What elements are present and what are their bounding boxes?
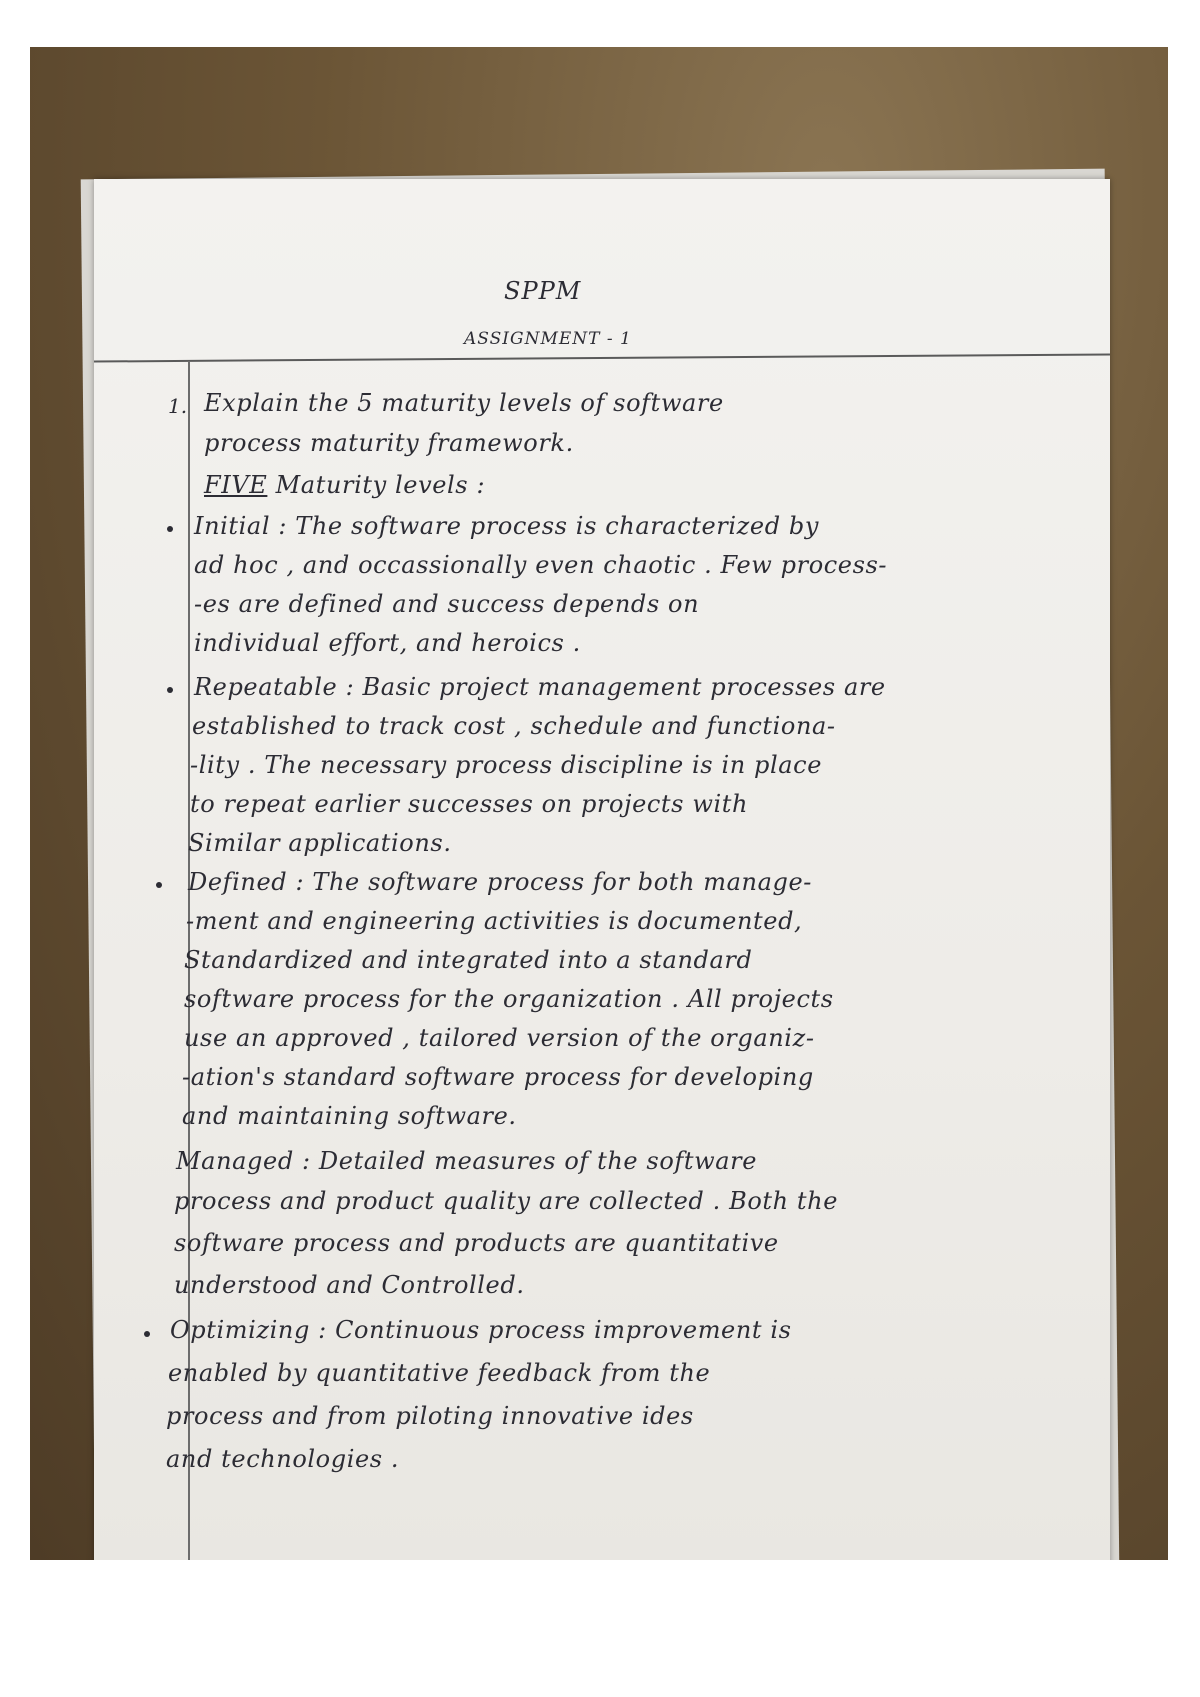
bullet-dot [156, 882, 162, 888]
question-line: Explain the 5 maturity levels of software [204, 389, 724, 417]
section-line: software process for the organization . All projects [184, 985, 834, 1013]
section-line: Defined : The software process for both manage- [188, 868, 812, 896]
section-line: -ation's standard software process for developing [182, 1063, 814, 1091]
section-line: established to track cost , schedule and functiona- [192, 712, 836, 740]
section-line: enabled by quantitative feedback from the [168, 1359, 711, 1387]
photo-background [30, 47, 1168, 1560]
section-line: process and from piloting innovative ides [166, 1402, 694, 1430]
section-line: to repeat earlier successes on projects with [190, 790, 749, 818]
section-line: understood and Controlled. [174, 1271, 525, 1299]
section-line: -lity . The necessary process discipline is in place [190, 751, 822, 779]
header-rule [94, 353, 1110, 362]
section-line: process and product quality are collected . Both the [174, 1187, 839, 1215]
section-line: and technologies . [166, 1445, 400, 1473]
question-number: 1. [168, 394, 188, 418]
page-subtitle: ASSIGNMENT - 1 [464, 329, 632, 349]
page-title: SPPM [504, 277, 582, 305]
section-line: Repeatable : Basic project management processes are [194, 673, 886, 701]
section-line: Optimizing : Continuous process improvement is [170, 1316, 792, 1344]
section-line: Standardized and integrated into a standard [184, 946, 753, 974]
heading-underlined-word: FIVE [204, 471, 268, 499]
bullet-dot [167, 687, 173, 693]
section-line: Similar applications. [188, 829, 452, 857]
bullet-dot [167, 526, 173, 532]
section-line: software process and products are quantitative [174, 1229, 779, 1257]
section-line: -ment and engineering activities is documented, [186, 907, 803, 935]
section-line: use an approved , tailored version of the organiz- [184, 1024, 815, 1052]
heading-rest: Maturity levels : [275, 471, 486, 499]
section-line: Managed : Detailed measures of the software [176, 1147, 758, 1175]
section-line: individual effort, and heroics . [194, 629, 581, 657]
section-line: and maintaining software. [182, 1102, 517, 1130]
five-levels-heading [204, 471, 485, 499]
bullet-dot [144, 1331, 150, 1337]
notebook-page [94, 179, 1110, 1560]
section-line: -es are defined and success depends on [194, 590, 700, 618]
section-line: ad hoc , and occassionally even chaotic . Few process- [194, 551, 888, 579]
question-line: process maturity framework. [204, 429, 574, 457]
section-line: Initial : The software process is characterized by [194, 512, 820, 540]
